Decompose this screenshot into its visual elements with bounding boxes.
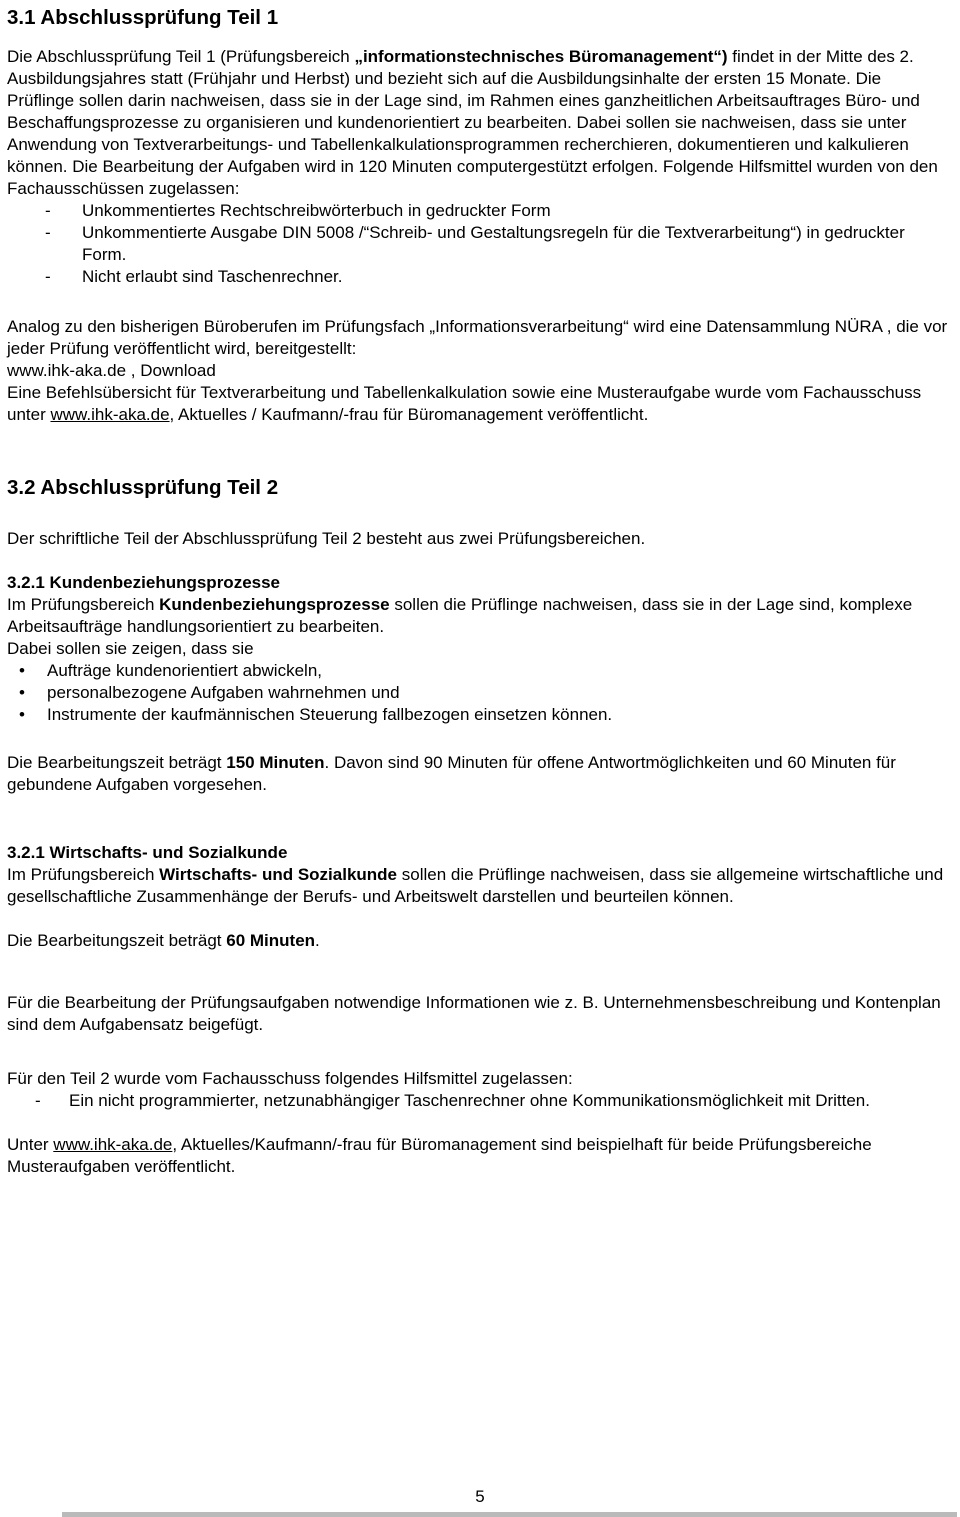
- text-run: .: [315, 931, 320, 950]
- text-run: Die Bearbeitungszeit beträgt: [7, 753, 227, 772]
- list-item: [7, 222, 951, 266]
- scan-artifact-line: [62, 1512, 957, 1517]
- paragraph-bearbeitungszeit-60: [7, 930, 951, 952]
- text-run: , Aktuelles / Kaufmann/-frau für Büromanagement veröffentlicht.: [169, 405, 649, 424]
- page-number: 5: [475, 1487, 485, 1506]
- bullet-marker: •: [19, 705, 25, 724]
- link-ihk-aka-download[interactable]: www.ihk-aka.de: [7, 361, 127, 380]
- list-item-text: personalbezogene Aufgaben wahrnehmen und: [47, 683, 400, 702]
- bullet-marker: •: [19, 661, 25, 680]
- list-item: [7, 200, 951, 222]
- section-heading-3-1: 3.1 Abschlussprüfung Teil 1: [7, 6, 279, 29]
- bold-run-informationstechnisches-bueromanagement: „informationstechnisches Büromanagement“): [354, 47, 728, 66]
- dash-marker: -: [35, 1091, 41, 1110]
- paragraph-teil2-intro: Der schriftliche Teil der Abschlussprüfung Teil 2 besteht aus zwei Prüfungsbereichen.: [7, 529, 646, 548]
- dash-marker: -: [45, 267, 51, 286]
- bold-run-wirtschafts-sozialkunde: Wirtschafts- und Sozialkunde: [159, 865, 398, 884]
- list-item-text: Unkommentiertes Rechtschreibwörterbuch in gedruckter Form: [82, 201, 551, 220]
- list-item: [7, 1090, 951, 1112]
- bullet-marker: •: [19, 683, 25, 702]
- text-run: Im Prüfungsbereich: [7, 595, 160, 614]
- subheading-kundenbeziehungsprozesse: 3.2.1 Kundenbeziehungsprozesse: [7, 573, 281, 592]
- list-item: [7, 704, 951, 726]
- paragraph-intro-teil1: [7, 46, 951, 200]
- list-item: [7, 682, 951, 704]
- kunden-anforderungen-list: [7, 660, 951, 726]
- paragraph-bearbeitungszeit-150: [7, 752, 951, 796]
- paragraph-befehlsuebersicht: [7, 382, 951, 426]
- text-run: , Download: [126, 361, 216, 380]
- paragraph-download-line: [7, 360, 951, 382]
- text-run: Im Prüfungsbereich: [7, 865, 160, 884]
- text-run: , Aktuelles/Kaufmann/-frau für Büromanagement sind beispielhaft für beide Prüfungsbereiche Musteraufgaben veröffentlicht.: [7, 1135, 872, 1176]
- list-item-text: Unkommentierte Ausgabe DIN 5008 /“Schreib- und Gestaltungsregeln für die Textverarbeitung“) in gedruckter Form.: [82, 223, 905, 264]
- paragraph-kundenbeziehungsprozesse: [7, 594, 951, 638]
- text-run: Unter: [7, 1135, 54, 1154]
- bold-run-60-minuten: 60 Minuten: [226, 931, 316, 950]
- list-item-text: Ein nicht programmierter, netzunabhängiger Taschenrechner ohne Kommunikationsmöglichkeit mit Dritten.: [69, 1091, 870, 1110]
- hilfsmittel-teil2-list: [7, 1090, 951, 1112]
- text-run: sollen die Prüflinge nachweisen, dass sie allgemeine wirtschaftliche und gesellschaftliche Zusammenhänge der Berufs- und Arbeitswelt darstellen und beurteilen können.: [7, 865, 944, 906]
- link-ihk-aka[interactable]: www.ihk-aka.de: [50, 405, 170, 424]
- list-item-text: Aufträge kundenorientiert abwickeln,: [47, 661, 322, 680]
- text-run: Eine Befehlsübersicht für Textverarbeitung und Tabellenkalkulation sowie eine Musteraufgabe wurde vom Fachausschuss unter: [7, 383, 922, 424]
- section-heading-3-2: 3.2 Abschlussprüfung Teil 2: [7, 476, 279, 499]
- paragraph-analog-datensammlung: Analog zu den bisherigen Büroberufen im Prüfungsfach „Informationsverarbeitung“ wird eine Datensammlung NÜRA , die vor jeder Prüfung veröffentlicht wird, bereitgestellt:: [7, 317, 948, 358]
- list-item-text: Nicht erlaubt sind Taschenrechner.: [82, 267, 343, 286]
- text-run: sollen die Prüflinge nachweisen, dass sie in der Lage sind, komplexe Arbeitsaufträge handlungsorientiert zu bearbeiten.: [7, 595, 913, 636]
- text-run: . Davon sind 90 Minuten für offene Antwortmöglichkeiten und 60 Minuten für gebundene Aufgaben vorgesehen.: [7, 753, 896, 794]
- list-item: [7, 660, 951, 682]
- dash-marker: -: [45, 223, 51, 242]
- bold-run-kundenbeziehungsprozesse: Kundenbeziehungsprozesse: [159, 595, 390, 614]
- list-item: [7, 266, 951, 288]
- link-ihk-aka-bottom[interactable]: www.ihk-aka.de: [53, 1135, 173, 1154]
- dash-marker: -: [45, 201, 51, 220]
- paragraph-notwendige-informationen: Für die Bearbeitung der Prüfungsaufgaben notwendige Informationen wie z. B. Unternehmensbeschreibung und Kontenplan sind dem Aufgabensatz beigefügt.: [7, 993, 941, 1034]
- paragraph-wirtschafts-sozialkunde: [7, 864, 951, 908]
- text-run: Die Bearbeitungszeit beträgt: [7, 931, 227, 950]
- text-run: findet in der Mitte des 2. Ausbildungsjahres statt (Frühjahr und Herbst) und bezieht sich auf die Ausbildungsinhalte der ersten 15 Monate. Die Prüflinge sollen darin nachweisen, dass sie in der Lage sind, im Rahmen eines ganzheitlichen Arbeitsauftrages Büro- und Beschaffungsprozesse zu organisieren und kundenorientiert zu bearbeiten. Dabei sollen sie nachweisen, dass sie unter Anwendung von Textverarbeitungs- und Tabellenkalkulationsprogrammen recherchieren, dokumentieren und kalkulieren können. Die Bearbeitung der Aufgaben wird in 120 Minuten computergestützt erfolgen. Folgende Hilfsmittel wurden von den Fachausschüssen zugelassen:: [7, 47, 938, 198]
- paragraph-musteraufgaben: [7, 1134, 951, 1178]
- hilfsmittel-teil1-list: [7, 200, 951, 288]
- text-run: Die Abschlussprüfung Teil 1 (Prüfungsbereich: [7, 47, 355, 66]
- list-item-text: Instrumente der kaufmännischen Steuerung fallbezogen einsetzen können.: [47, 705, 613, 724]
- paragraph-dabei-zeigen: Dabei sollen sie zeigen, dass sie: [7, 639, 254, 658]
- bold-run-150-minuten: 150 Minuten: [226, 753, 325, 772]
- subheading-wirtschafts-sozialkunde: 3.2.1 Wirtschafts- und Sozialkunde: [7, 843, 288, 862]
- paragraph-hilfsmittel-teil2-intro: Für den Teil 2 wurde vom Fachausschuss folgendes Hilfsmittel zugelassen:: [7, 1069, 573, 1088]
